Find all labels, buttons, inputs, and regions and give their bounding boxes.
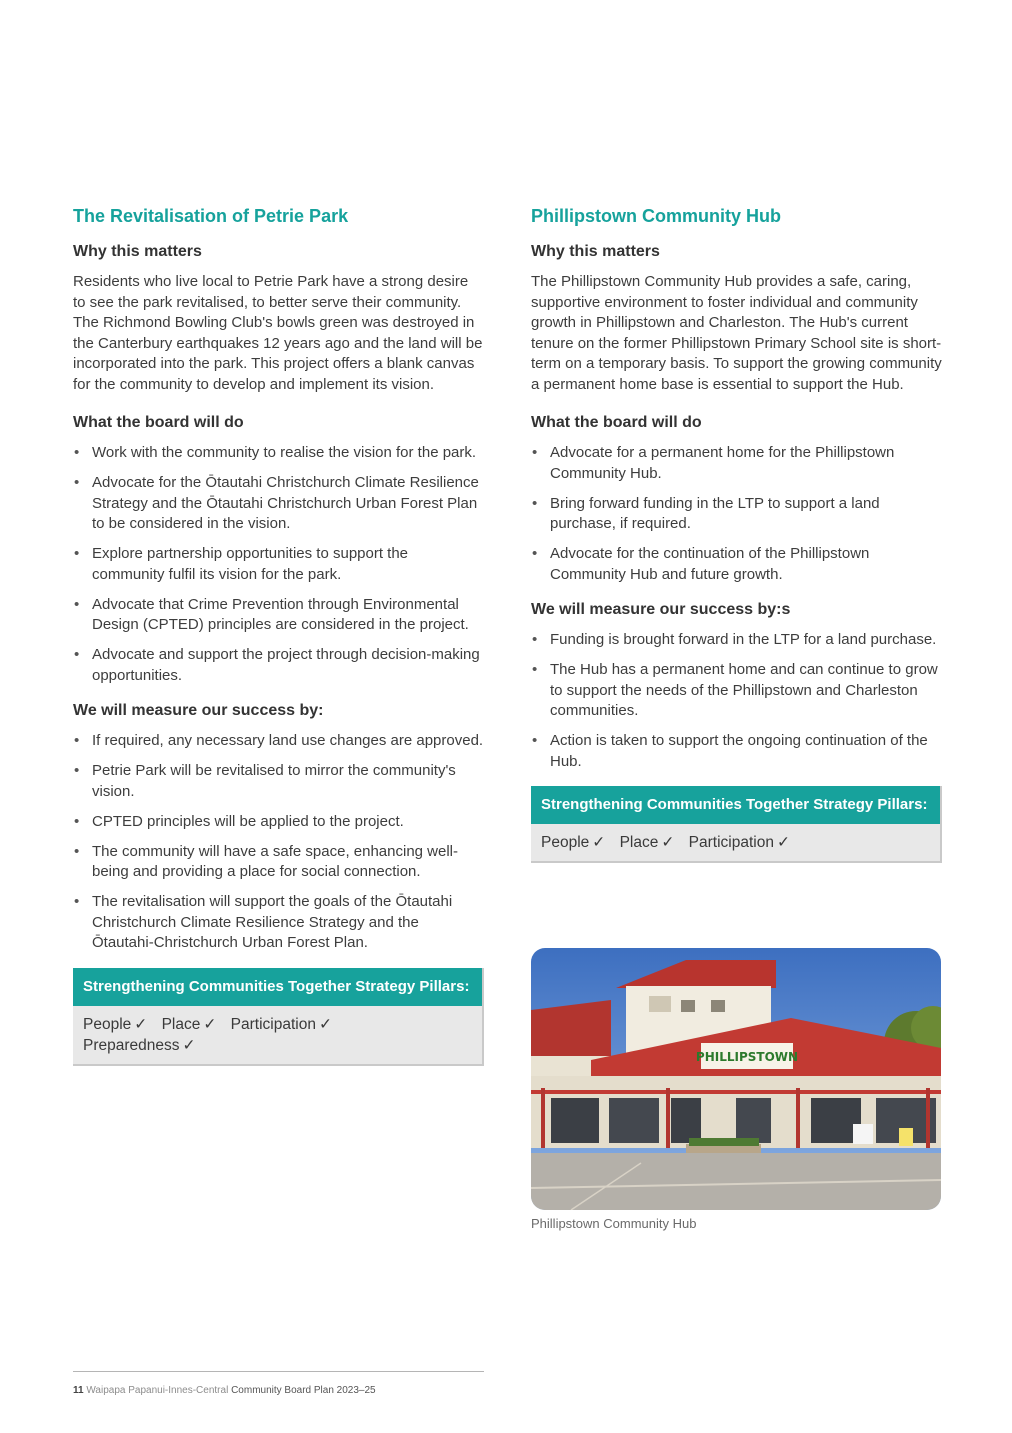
- board-list: [73, 443, 484, 686]
- list-item: • The Hub has a permanent home and can continue to grow to support the needs of the Phillipstown and Charleston communities.: [531, 660, 942, 722]
- pillar-participation: Participation ✓: [688, 834, 790, 851]
- board-list: [531, 443, 942, 585]
- pillars-list: [73, 1006, 482, 1064]
- measure-heading: We will measure our success by:s: [531, 601, 791, 618]
- pillars-box: [73, 968, 484, 1066]
- list-item: • Advocate that Crime Prevention through Environmental Design (CPTED) principles are considered in the project.: [73, 595, 484, 636]
- pillars-heading: Strengthening Communities Together Strategy Pillars:: [531, 786, 940, 824]
- list-item: • Advocate and support the project through decision-making opportunities.: [73, 645, 484, 686]
- pillar-place: Place ✓: [161, 1015, 217, 1033]
- pillar-people: People ✓: [83, 1015, 148, 1033]
- list-item: • The revitalisation will support the goals of the Ōtautahi Christchurch Climate Resilience Strategy and the Ōtautahi-Christchurch Urban Forest Plan.: [73, 892, 484, 954]
- measure-heading: We will measure our success by:: [73, 702, 324, 719]
- measure-list: [531, 630, 942, 772]
- list-item: • If required, any necessary land use changes are approved.: [73, 731, 484, 752]
- list-item: • Work with the community to realise the vision for the park.: [73, 443, 484, 464]
- list-item: • CPTED principles will be applied to the project.: [73, 812, 484, 833]
- board-heading: What the board will do: [73, 414, 244, 431]
- page-number: 11: [73, 1385, 84, 1396]
- photo-caption: Phillipstown Community Hub: [531, 1216, 697, 1231]
- board-name: Waipapa Papanui-Innes-Central: [86, 1385, 229, 1396]
- pillars-list: [531, 824, 940, 861]
- list-item: • Bring forward funding in the LTP to support a land purchase, if required.: [531, 494, 942, 535]
- pillar-people: People ✓: [541, 834, 606, 851]
- list-item: • Action is taken to support the ongoing continuation of the Hub.: [531, 731, 942, 772]
- plan-title: Community Board Plan 2023–25: [231, 1385, 376, 1396]
- section-title: The Revitalisation of Petrie Park: [73, 206, 349, 226]
- why-heading: Why this matters: [73, 243, 202, 260]
- left-column: [73, 204, 484, 1066]
- why-paragraph: Residents who live local to Petrie Park have a strong desire to see the park revitalised, to better serve their community. The Richmond Bowling Club's bowls green was destroyed in the Canterbury earthquakes 12 years ago and the land will be incorporated into the park. This project offers a blank canvas for the community to develop and implement its vision.: [73, 273, 483, 393]
- list-item: • Explore partnership opportunities to support the community fulfil its vision for the park.: [73, 544, 484, 585]
- why-paragraph: The Phillipstown Community Hub provides a safe, caring, supportive environment to foster individual and community growth in Phillipstown and Charleston. The Hub's current tenure on the former Phillipstown Primary School site is short-term on a temporary basis. To support the growing community a permanent home base is essential to support the Hub.: [531, 273, 942, 393]
- list-item: • Advocate for a permanent home for the Phillipstown Community Hub.: [531, 443, 942, 484]
- section-title: Phillipstown Community Hub: [531, 206, 781, 226]
- list-item: • Advocate for the Ōtautahi Christchurch Climate Resilience Strategy and the Ōtautahi Christchurch Urban Forest Plan to be considered in the vision.: [73, 473, 484, 535]
- building-sign-text: PHILLIPSTOWN: [695, 1050, 799, 1064]
- community-hub-photo: [531, 948, 941, 1210]
- building-image: [531, 948, 941, 1210]
- check-icon: ✓: [776, 834, 790, 851]
- why-heading: Why this matters: [531, 243, 660, 260]
- measure-list: [73, 731, 484, 954]
- pillar-place: Place ✓: [619, 834, 675, 851]
- check-icon: ✓: [203, 1015, 217, 1033]
- list-item: • Funding is brought forward in the LTP for a land purchase.: [531, 630, 942, 651]
- list-item: • The community will have a safe space, enhancing well-being and providing a place for social connection.: [73, 842, 484, 883]
- right-column: [531, 204, 942, 863]
- check-icon: ✓: [134, 1015, 148, 1033]
- check-icon: ✓: [592, 834, 606, 851]
- check-icon: ✓: [318, 1015, 332, 1033]
- check-icon: ✓: [182, 1036, 196, 1054]
- check-icon: ✓: [661, 834, 675, 851]
- board-heading: What the board will do: [531, 414, 702, 431]
- pillars-box: [531, 786, 942, 863]
- pillars-heading: Strengthening Communities Together Strategy Pillars:: [73, 968, 482, 1006]
- list-item: • Advocate for the continuation of the Phillipstown Community Hub and future growth.: [531, 544, 942, 585]
- footer: [73, 1385, 376, 1396]
- pillar-preparedness: Preparedness ✓: [83, 1036, 196, 1054]
- list-item: • Petrie Park will be revitalised to mirror the community's vision.: [73, 761, 484, 802]
- pillar-participation: Participation ✓: [230, 1015, 332, 1033]
- footer-divider: [73, 1371, 484, 1372]
